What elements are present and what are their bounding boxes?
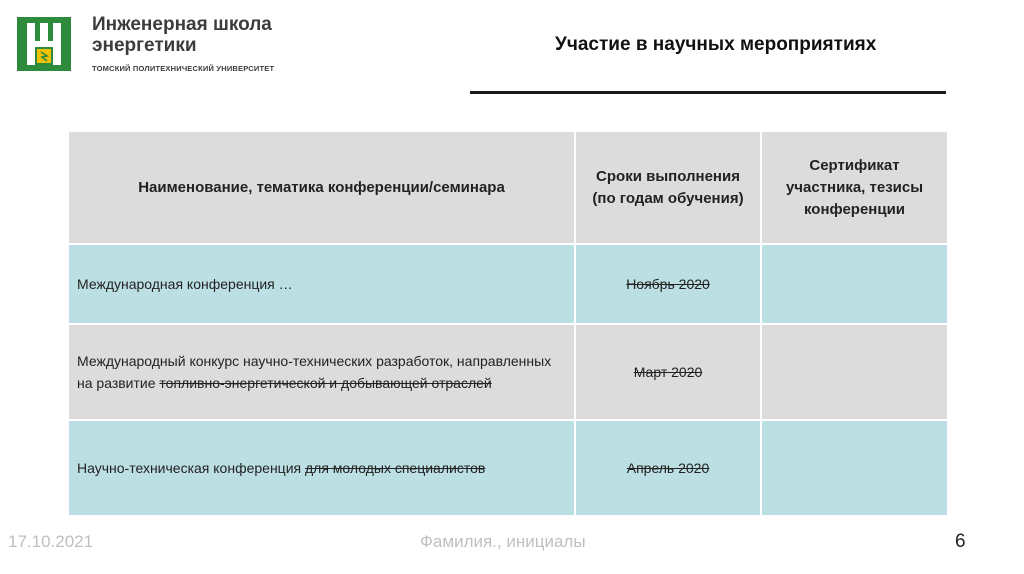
school-logo-text bbox=[92, 14, 274, 73]
table-header-row bbox=[68, 131, 948, 244]
logo-title-line1: Инженерная школа bbox=[92, 14, 272, 35]
certificate-cell bbox=[761, 420, 948, 516]
event-name-cell bbox=[68, 244, 575, 324]
term-text: Март 2020 bbox=[633, 364, 703, 380]
logo-university-name: ТОМСКИЙ ПОЛИТЕХНИЧЕСКИЙ УНИВЕРСИТЕТ bbox=[92, 64, 275, 73]
event-name-text: Международный конкурс научно-технических разработок, направленных на развитие bbox=[77, 353, 552, 391]
school-logo-icon bbox=[17, 17, 71, 71]
certificate-cell bbox=[761, 244, 948, 324]
certificate-cell bbox=[761, 324, 948, 420]
event-name-text: Международная конференция … bbox=[77, 276, 293, 292]
term-cell bbox=[575, 324, 761, 420]
table-row bbox=[68, 324, 948, 420]
header-term: Сроки выполнения (по годам обучения) bbox=[575, 131, 761, 244]
header-event-name: Наименование, тематика конференции/семинара bbox=[68, 131, 575, 244]
slide-title: Участие в научных мероприятиях bbox=[555, 34, 877, 55]
footer-author: Фамилия., инициалы bbox=[420, 532, 586, 551]
table-row bbox=[68, 244, 948, 324]
event-name-cell bbox=[68, 324, 575, 420]
term-text: Ноябрь 2020 bbox=[626, 276, 710, 292]
event-name-struck-text: для молодых специалистов bbox=[305, 460, 486, 476]
header-certificate: Сертификат участника, тезисы конференции bbox=[761, 131, 948, 244]
term-text: Апрель 2020 bbox=[626, 460, 710, 476]
term-cell bbox=[575, 244, 761, 324]
logo-title-line2: энергетики bbox=[92, 35, 197, 56]
term-cell bbox=[575, 420, 761, 516]
event-name-struck-text: топливно-энергетической и добывающей отраслей bbox=[159, 375, 492, 391]
title-underline bbox=[470, 91, 946, 94]
events-table bbox=[67, 130, 949, 517]
footer-date: 17.10.2021 bbox=[8, 532, 94, 551]
event-name-text: Научно-техническая конференция bbox=[77, 460, 305, 476]
table-row bbox=[68, 420, 948, 516]
page-number: 6 bbox=[955, 531, 966, 552]
event-name-cell bbox=[68, 420, 575, 516]
